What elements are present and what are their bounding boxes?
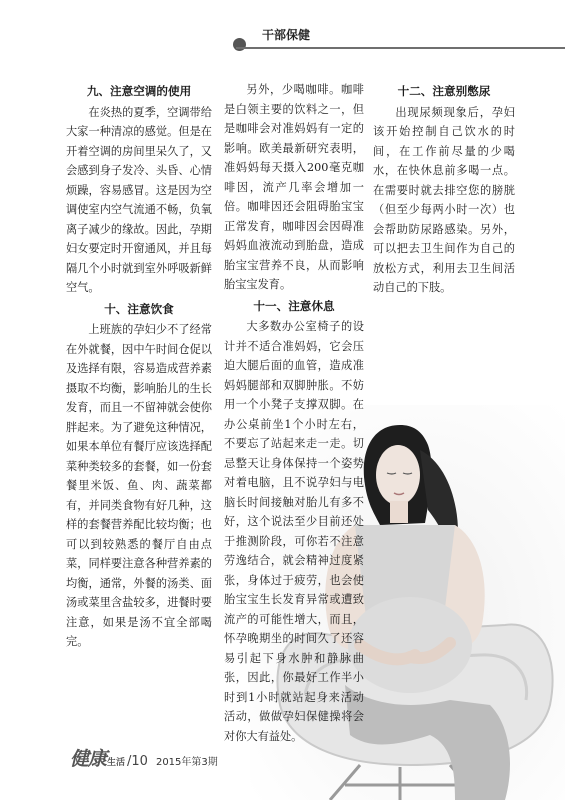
magazine-logo: 健康 (70, 748, 107, 770)
issue-label: 2015年第3期 (155, 757, 218, 768)
bullet-icon (233, 38, 246, 51)
section-label: 干部保健 (262, 28, 311, 42)
paragraph: 在炎热的夏季，空调带给大家一种清凉的感觉。但是在开着空调的房间里呆久了，又会感到身子发冷、头昏、心情烦躁，容易感冒。这是因为空调使室内空气流通不畅，负氧离子减少的缘故。因此，孕期妇女要定时开窗通风，并且每隔几个小时就到室外呼吸新鲜空气。 (66, 105, 212, 294)
column-2 (224, 80, 364, 746)
magazine-logo-sub: 生活 (107, 758, 126, 768)
section-heading-10: 十、注意饮食 (104, 301, 174, 316)
paragraph: 上班族的孕妇少不了经常在外就餐，因中午时间仓促以及选择有限，容易造成营养素摄取不均衡，影响胎儿的生长发育，而且一不留神就会使你胖起来。为了避免这种情况，如果本单位有餐厅应该选择配菜种类较多的套餐，如一份套餐里米饭、鱼、肉、蔬菜都有，并同类食物有好几种，这样的套餐营养配比较均衡；也可以到较熟悉的餐厅自由点菜，同样要注意各种营养素的均衡，通常，外餐的汤类、面汤或菜里含盐较多，进餐时要注意，如果是汤不宜全部喝完。 (66, 323, 212, 648)
section-heading-12: 十二、注意别憋尿 (397, 84, 491, 98)
header-rule (236, 47, 565, 49)
page-footer (70, 744, 218, 771)
page-number: /10 (127, 754, 148, 769)
column-1 (66, 80, 212, 652)
paragraph: 大多数办公室椅子的设计并不适合准妈妈，它会压迫大腿后面的血管，造成准妈妈腿部和双脚肿胀。不妨用一个小凳子支撑双脚。在办公桌前坐1个小时左右，不要忘了站起来走一走。切忌整天让身体保持一个姿势对着电脑，且不说孕妇与电脑长时间接触对胎儿有多不好，这个说法至少目前还处于推测阶段，可你若不注意劳逸结合，就会精神过度紧张，身体过于疲劳，也会使胎宝宝生长发育异常或遭致流产的可能性增大，而且，怀孕晚期坐的时间久了还容易引起下身水肿和静脉曲张，因此，你最好工作半小时到1小时就站起身来活动活动，做做孕妇保健操将会对你大有益处。 (224, 320, 364, 743)
paragraph: 另外，少喝咖啡。咖啡是白领主要的饮料之一，但是咖啡会对准妈妈有一定的影响。欧美最新研究表明，准妈妈每天摄入200毫克咖啡因，流产几率会增加一倍。咖啡因还会阻碍胎宝宝正常发育，咖啡因会因碍准妈妈血液流动到胎盘，造成胎宝宝营养不良，从而影响胎宝宝发育。 (224, 83, 364, 291)
paragraph: 出现尿频现象后，孕妇该开始控制自己饮水的时间，在工作前尽量的少喝水，在快休息前多喝一点。在需要时就去排空您的膀胱（但至少每两小时一次）也会帮助防尿路感染。另外，可以把去卫生间作为自己的放松方式，利用去卫生间活动自己的下肢。 (373, 105, 515, 294)
section-heading-9: 九、注意空调的使用 (86, 84, 192, 98)
column-3 (373, 80, 515, 298)
section-heading-11: 十一、注意休息 (253, 298, 335, 313)
